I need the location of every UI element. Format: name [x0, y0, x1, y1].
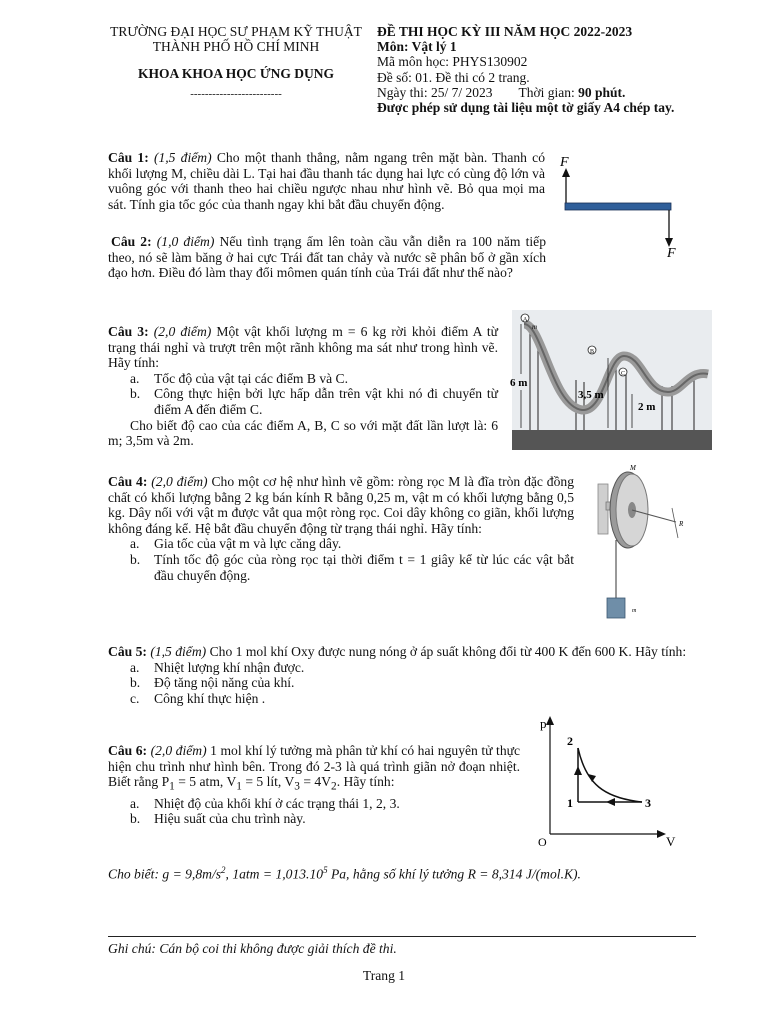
q3-points: (2,0 điểm): [153, 324, 212, 339]
q3-text: Một vật khối lượng m = 6 kg rời khỏi điểm A từ trạng thái nghỉ và trượt trên một rãnh không ma sát như trong hình vẽ. Hãy tính:: [108, 324, 498, 371]
q4-radius-dimension: [672, 508, 678, 538]
list-item: b. Độ tăng nội năng của khí.: [130, 675, 295, 691]
duration-label: Thời gian:: [518, 84, 579, 100]
q2-label: Câu 2: [111, 234, 148, 249]
question-6: Câu 6: (2,0 điểm) 1 mol khí lý tưởng mà phân tử khí có hai nguyên tử thực hiện chu trình như hình bên. Trong đó 2-3 là quá trình giãn nở đoạn nhiệt. Biết rằng $P_1 = 5$ atm, $V_1 = 5$ lít, $V_3 = 4V_2$. Hãy tính: a. Nhiệt độ của khối khí ở các trạng thái 1, 2, 3. b. Hiệu suất của chu trình này.: [108, 743, 521, 827]
question-3: Câu 3: (2,0 điểm) Một vật khối lượng m = 6 kg rời khỏi điểm A từ trạng thái nghỉ và trượt trên một rãnh không ma sát như trong hình vẽ. Hãy tính: a. Tốc độ của vật tại các điểm B và C. b. Công thực hiện bởi lực hấp dẫn trên vật khi nó đi chuyển từ điểm A đến điểm C. Cho biết độ cao của các điểm A, B, C so với mặt đất lần lượt là: 6 m; 3,5m và 2m.: [108, 324, 498, 449]
question-4: Câu 4: (2,0 điểm) Cho một cơ hệ như hình vẽ gồm: ròng rọc M là đĩa tròn đặc đồng chất có khối lượng bằng 2 kg bán kính R bằng 0,25 m, vật m có khối lượng bằng 0,5 kg. Dây nối với vật m được vắt qua một ròng rọc. Coi dây không co giãn, khối lượng không đáng kể. Hệ bắt đầu chuyển động từ trạng thái nghỉ. Hãy tính: a. Gia tốc của vật m và lực căng dây. b. Tính tốc độ góc của ròng rọc tại thời điểm t = 1 giây kể từ lúc các vật bắt đầu chuyển động.: [108, 474, 574, 583]
q2-points: (1,0 điểm): [156, 234, 215, 249]
q4-mass-label: m: [632, 608, 637, 614]
q3-point-c-label: C: [621, 371, 626, 377]
q4-text: Cho một cơ hệ như hình vẽ gồm: ròng rọc M là đĩa tròn đặc đồng chất có khối lượng bằng 2 kg bán kính R bằng 0,25 m, vật m có khối lượng bằng 0,5 kg. Dây nối với vật m được vắt qua một ròng rọc. Coi dây không co giãn, khối lượng không đáng kể. Hệ bắt đầu chuyển động từ trạng thái nghỉ. Hãy tính:: [108, 474, 574, 536]
q3-item-list: [108, 371, 498, 418]
q1-force-label-top: F: [560, 155, 569, 170]
list-item: b. Công thực hiện bởi lực hấp dẫn trên vật khi nó đi chuyển từ điểm A đến điểm C.: [130, 386, 498, 417]
q1-points: (1,5 điểm): [153, 150, 212, 165]
note-divider: [108, 936, 696, 937]
q3-height-a: 6 m: [510, 377, 528, 389]
header-right: [377, 24, 717, 115]
exam-title: ĐỀ THI HỌC KỲ III NĂM HỌC 2022-2023: [377, 24, 633, 39]
subject: Môn: Vật lý 1: [377, 39, 457, 55]
header-left: [100, 24, 372, 102]
list-item: b. Hiệu suất của chu trình này.: [130, 811, 306, 827]
q6-label: Câu 6: [108, 743, 143, 758]
list-item: a. Nhiệt lượng khí nhận được.: [130, 659, 305, 675]
allowed-materials: Được phép sử dụng tài liệu một tờ giấy A4 chép tay.: [377, 100, 675, 116]
list-item: a. Gia tốc của vật m và lực căng dây.: [130, 536, 342, 552]
q6-item-list: [108, 796, 520, 827]
exam-number: Đề số: 01. Đề thi có 2 trang.: [377, 69, 530, 85]
pv-state-1-label: 1: [567, 796, 573, 810]
duration-value: 90 phút.: [578, 84, 626, 100]
q3-ground: [512, 430, 712, 450]
q3-label: Câu 3: [108, 324, 145, 339]
header-rule: -------------------------: [190, 88, 282, 100]
pv-p-label: p: [540, 716, 547, 731]
list-item: a. Tốc độ của vật tại các điểm B và C.: [130, 370, 349, 386]
proctor-note: Ghi chú: Cán bộ coi thi không được giải thích đề thi.: [108, 941, 397, 956]
q4-figure-pulley: [588, 462, 703, 622]
q4-points: (2,0 điểm): [151, 474, 208, 489]
list-item: a. Nhiệt độ của khối khí ở các trạng thái 1, 2, 3.: [130, 795, 400, 811]
q4-radius-label: R: [679, 520, 684, 528]
q5-text: Cho 1 mol khí Oxy được nung nóng ở áp suất không đổi từ 400 K đến 600 K. Hãy tính:: [206, 644, 687, 659]
question-5: Câu 5: (1,5 điểm) Cho 1 mol khí Oxy được nung nóng ở áp suất không đổi từ 400 K đến 600 K. Hãy tính: a. Nhiệt lượng khí nhận được. b. Độ tăng nội năng của khí. c. Công khí thực hiện .: [108, 644, 696, 706]
exam-date-line: [377, 85, 717, 100]
q1-force-label-bottom: F: [667, 246, 676, 261]
q3-figure-track: [512, 310, 712, 450]
faculty-name: KHOA KHOA HỌC ỨNG DỤNG: [137, 66, 334, 81]
course-code: Mã môn học: PHYS130902: [377, 54, 528, 70]
q3-tail: Cho biết độ cao của các điểm A, B, C so với mặt đất lần lượt là: 6 m; 3,5m và 2m.: [108, 417, 498, 449]
q3-mass-label: m: [532, 323, 538, 331]
q3-point-b-label: B: [590, 349, 595, 355]
school-name-line2: THÀNH PHỐ HỒ CHÍ MINH: [152, 39, 320, 54]
q1-figure-rod: [555, 150, 690, 265]
question-1: Câu 1: (1,5 điểm) Cho một thanh thẳng, nằm ngang trên mặt bàn. Thanh có khối lượng M, chiều dài L. Tại hai đầu thanh tác dụng hai lực có cùng độ lớn và vuông góc với thanh theo hai chiều ngược nhau như hình vẽ. Bỏ qua mọi ma sát. Tính gia tốc góc của thanh ngay khi bắt đầu chuyển động.: [108, 150, 545, 212]
q1-rod: [565, 203, 671, 210]
q2-text: Nếu tình trạng ấm lên toàn cầu vẫn diễn ra 100 năm tiếp theo, nó sẽ làm băng ở hai cực Trái đất tan chảy và nước sẽ phân bố ở gần xích đạo hơn. Điều đó làm thay đổi mômen quán tính của Trái đất như thế nào?: [108, 234, 547, 281]
q6-points: (2,0 điểm): [150, 743, 207, 758]
pv-state-3-label: 3: [645, 796, 651, 810]
q5-label: Câu 5: [108, 644, 143, 659]
q1-text: Cho một thanh thẳng, nằm ngang trên mặt bàn. Thanh có khối lượng M, chiều dài L. Tại hai đầu thanh tác dụng hai lực có cùng độ lớn và vuông góc với thanh theo hai chiều ngược nhau như hình vẽ. Bỏ qua mọi ma sát. Tính gia tốc góc của thanh ngay khi bắt đầu chuyển động.: [108, 150, 545, 212]
q3-point-a-label: A: [523, 317, 528, 323]
page-number: Trang 1: [362, 968, 406, 983]
exam-date: Ngày thi: 25/ 7/ 2023: [377, 84, 493, 100]
pv-state-2-label: 2: [567, 734, 573, 748]
q4-item-list: [108, 536, 574, 583]
pv-v-label: V: [666, 834, 676, 849]
q4-pulley-label: M: [630, 464, 636, 472]
given-constants: Cho biết: $g = 9,8m/s^2$, $1atm = 1,013.10^5$ Pa, hằng số khí lý tưởng R = 8,314 J/(mol.K).: [108, 865, 581, 882]
question-2: Câu 2: (1,0 điểm) Nếu tình trạng ấm lên toàn cầu vẫn diễn ra 100 năm tiếp theo, nó sẽ làm băng ở hai cực Trái đất tan chảy và nước sẽ phân bố ở gần xích đạo hơn. Điều đó làm thay đổi mômen quán tính của Trái đất như thế nào?: [108, 234, 547, 281]
list-item: c. Công khí thực hiện .: [130, 690, 266, 706]
pv-origin-label: O: [538, 835, 547, 849]
pv-process-2-3: [578, 748, 642, 802]
q3-height-b: 3,5 m: [578, 389, 604, 401]
q3-height-c: 2 m: [638, 401, 656, 413]
q4-label: Câu 4: [108, 474, 143, 489]
q6-figure-pv-diagram: [530, 712, 685, 852]
q1-label: Câu 1: [108, 150, 145, 165]
q5-item-list: [108, 660, 696, 707]
q4-hanging-mass: [607, 598, 625, 618]
list-item: b. Tính tốc độ góc của ròng rọc tại thời điểm t = 1 giây kể từ lúc các vật bắt đầu chuyển động.: [130, 551, 574, 583]
school-name-line1: TRƯỜNG ĐẠI HỌC SƯ PHẠM KỸ THUẬT: [110, 24, 362, 39]
q5-points: (1,5 điểm): [150, 644, 207, 659]
